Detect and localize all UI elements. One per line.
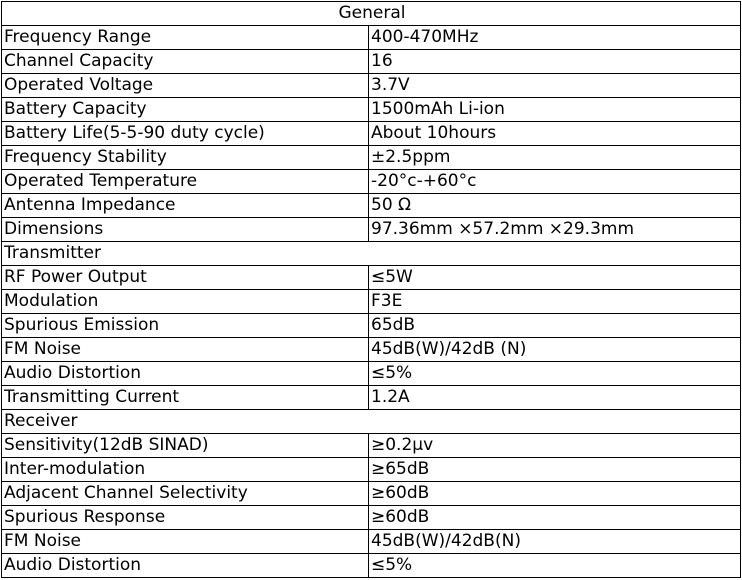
table-row [2, 50, 741, 74]
table-row [2, 530, 741, 554]
spec-value: ≥0.2μv [369, 434, 741, 458]
table-row [2, 506, 741, 530]
spec-value: 400-470MHz [369, 26, 741, 50]
spec-value: 1.2A [369, 386, 741, 410]
spec-value: ≥60dB [369, 506, 741, 530]
spec-value: 45dB(W)/42dB (N) [369, 338, 741, 362]
table-row [2, 482, 741, 506]
spec-label: Transmitting Current [2, 386, 369, 410]
spec-label: FM Noise [2, 338, 369, 362]
spec-label: Frequency Stability [2, 146, 369, 170]
spec-value: 65dB [369, 314, 741, 338]
spec-label: Spurious Response [2, 506, 369, 530]
spec-value: ±2.5ppm [369, 146, 741, 170]
transmitter-section-row [2, 242, 741, 266]
transmitter-heading: Transmitter [2, 242, 741, 266]
spec-label: Dimensions [2, 218, 369, 242]
spec-value: ≥65dB [369, 458, 741, 482]
spec-label: Channel Capacity [2, 50, 369, 74]
table-row [2, 458, 741, 482]
receiver-heading: Receiver [2, 410, 741, 434]
table-row [2, 170, 741, 194]
table-row [2, 386, 741, 410]
spec-label: Adjacent Channel Selectivity [2, 482, 369, 506]
table-row [2, 122, 741, 146]
spec-value: -20°c-+60°c [369, 170, 741, 194]
spec-label: Sensitivity(12dB SINAD) [2, 434, 369, 458]
spec-label: FM Noise [2, 530, 369, 554]
spec-value: ≥60dB [369, 482, 741, 506]
spec-value: ≤5% [369, 362, 741, 386]
general-heading: General [2, 2, 741, 26]
spec-value: 50 Ω [369, 194, 741, 218]
spec-value: 45dB(W)/42dB(N) [369, 530, 741, 554]
spec-label: RF Power Output [2, 266, 369, 290]
spec-label: Inter-modulation [2, 458, 369, 482]
spec-value: 3.7V [369, 74, 741, 98]
table-row [2, 74, 741, 98]
spec-label: Frequency Range [2, 26, 369, 50]
spec-value: About 10hours [369, 122, 741, 146]
spec-label: Battery Life(5-5-90 duty cycle) [2, 122, 369, 146]
general-header-row [2, 2, 741, 26]
spec-value: 16 [369, 50, 741, 74]
spec-table [1, 1, 741, 578]
spec-label: Audio Distortion [2, 362, 369, 386]
spec-value: ≤5W [369, 266, 741, 290]
table-row [2, 338, 741, 362]
spec-label: Audio Distortion [2, 554, 369, 578]
spec-label: Modulation [2, 290, 369, 314]
spec-value: 1500mAh Li-ion [369, 98, 741, 122]
table-row [2, 266, 741, 290]
spec-label: Antenna Impedance [2, 194, 369, 218]
table-row [2, 98, 741, 122]
spec-value: ≤5% [369, 554, 741, 578]
table-row [2, 554, 741, 578]
table-row [2, 434, 741, 458]
spec-value: F3E [369, 290, 741, 314]
table-row [2, 290, 741, 314]
receiver-section-row [2, 410, 741, 434]
spec-label: Spurious Emission [2, 314, 369, 338]
table-row [2, 146, 741, 170]
table-row [2, 362, 741, 386]
table-row [2, 194, 741, 218]
spec-label: Operated Temperature [2, 170, 369, 194]
spec-label: Operated Voltage [2, 74, 369, 98]
spec-value: 97.36mm ×57.2mm ×29.3mm [369, 218, 741, 242]
table-row [2, 26, 741, 50]
table-row [2, 218, 741, 242]
spec-label: Battery Capacity [2, 98, 369, 122]
table-row [2, 314, 741, 338]
